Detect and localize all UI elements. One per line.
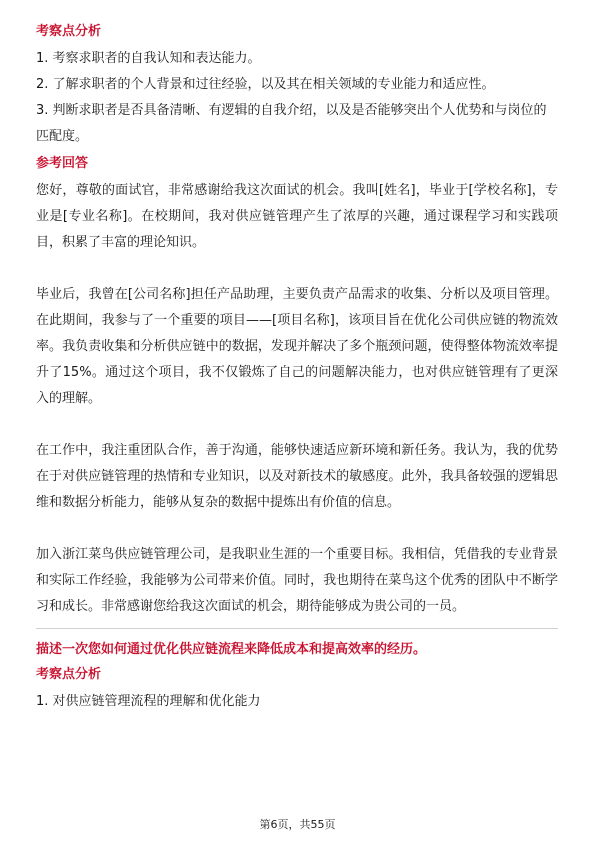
answer-paragraph-1: 您好，尊敬的面试官，非常感谢给我这次面试的机会。我叫[姓名]，毕业于[学校名称]，专业是[专业名称]。在校期间，我对供应链管理产生了浓厚的兴趣，通过课程学习和实践项目，积累了丰富的理论知识。 xyxy=(36,183,558,250)
page-content xyxy=(36,22,558,715)
analysis-point-3: 3. 判断求职者是否具备清晰、有逻辑的自我介绍，以及是否能够突出个人优势和与岗位的匹配度。 xyxy=(36,103,547,144)
analysis-heading: 考察点分析 xyxy=(36,24,102,39)
next-analysis-point-1: 1. 对供应链管理流程的理解和优化能力 xyxy=(36,694,261,709)
answer-paragraph-2: 毕业后，我曾在[公司名称]担任产品助理，主要负责产品需求的收集、分析以及项目管理。在此期间，我参与了一个重要的项目——[项目名称]，该项目旨在优化公司供应链的物流效率。我负责收集和分析供应链中的数据，发现并解决了多个瓶颈问题，使得整体物流效率提升了15%。通过这个项目，我不仅锻炼了自己的问题解决能力，也对供应链管理有了更深入的理解。 xyxy=(36,287,558,406)
question-title: 描述一次您如何通过优化供应链流程来降低成本和提高效率的经历。 xyxy=(36,642,427,657)
answer-paragraph-3: 在工作中，我注重团队合作，善于沟通，能够快速适应新环境和新任务。我认为，我的优势在于对供应链管理的热情和专业知识，以及对新技术的敏感度。此外，我具备较强的逻辑思维和数据分析能力，能够从复杂的数据中提炼出有价值的信息。 xyxy=(36,443,558,510)
answer-heading: 参考回答 xyxy=(36,156,89,171)
analysis-point-1: 1. 考察求职者的自我认知和表达能力。 xyxy=(36,51,261,66)
next-analysis-heading: 考察点分析 xyxy=(36,667,102,682)
answer-paragraph-4: 加入浙江菜鸟供应链管理公司，是我职业生涯的一个重要目标。我相信，凭借我的专业背景和实际工作经验，我能够为公司带来价值。同时，我也期待在菜鸟这个优秀的团队中不断学习和成长。非常感谢您给我这次面试的机会，期待能够成为贵公司的一员。 xyxy=(36,547,558,614)
section-divider xyxy=(36,628,558,629)
analysis-section xyxy=(36,22,558,150)
page-footer: 第6页，共55页 xyxy=(259,818,336,831)
next-question-section xyxy=(36,639,558,715)
answer-section xyxy=(36,154,558,620)
analysis-point-2: 2. 了解求职者的个人背景和过往经验，以及其在相关领域的专业能力和适应性。 xyxy=(36,77,495,92)
